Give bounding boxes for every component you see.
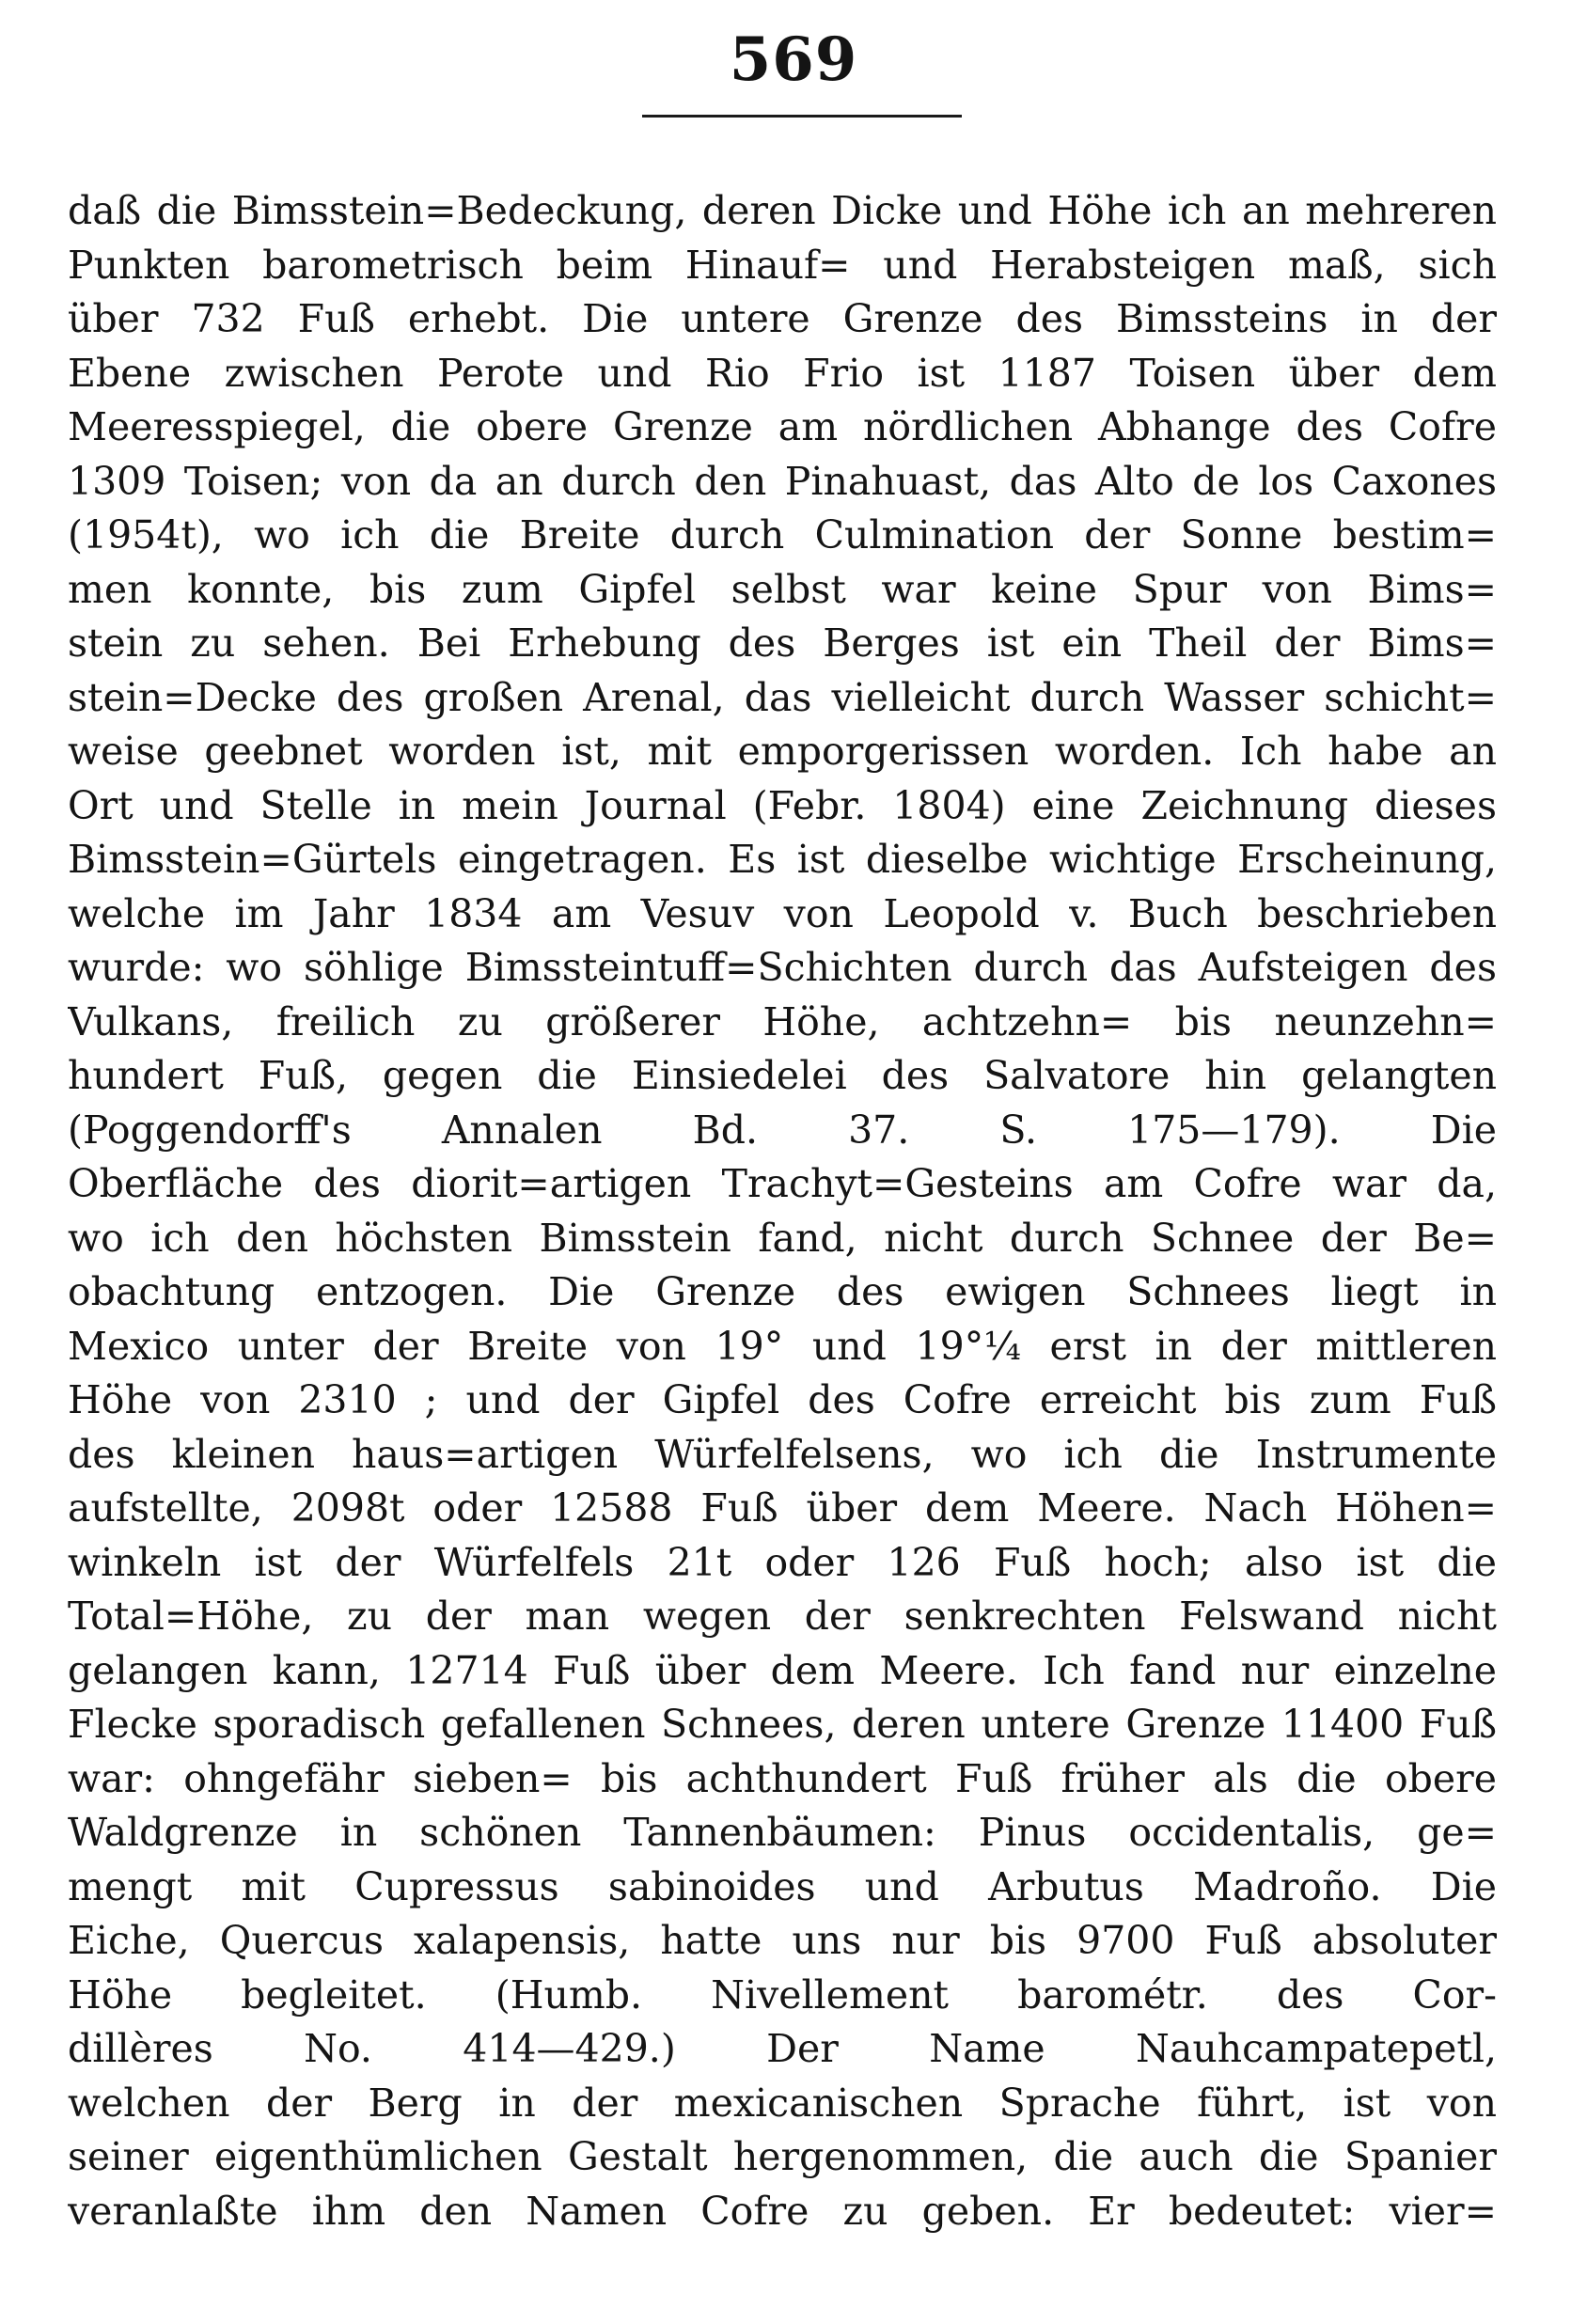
text-line: (1954t), wo ich die Breite durch Culmination der Sonne bestim= (68, 512, 1497, 557)
text-line: Waldgrenze in schönen Tannenbäumen: Pinus occidentalis, ge= (68, 1810, 1497, 1855)
text-line: Vulkans, freilich zu größerer Höhe, achtzehn= bis neunzehn= (68, 998, 1497, 1044)
text-line: hundert Fuß, gegen die Einsiedelei des Salvatore hin gelangten (68, 1053, 1497, 1098)
text-line: über 732 Fuß erhebt. Die untere Grenze des Bimssteins in der (68, 296, 1497, 341)
text-line: welche im Jahr 1834 am Vesuv von Leopold v. Buch beschrieben (68, 890, 1497, 936)
text-line: Ort und Stelle in mein Journal (Febr. 1804) eine Zeichnung dieses (68, 782, 1497, 828)
text-line: obachtung entzogen. Die Grenze des ewigen Schnees liegt in (68, 1269, 1497, 1314)
text-line: dillères No. 414—429.) Der Name Nauhcampatepetl, (68, 2026, 1497, 2071)
text-line: Eiche, Quercus xalapensis, hatte uns nur bis 9700 Fuß absoluter (68, 1918, 1497, 1963)
text-line: weise geebnet worden ist, mit emporgerissen worden. Ich habe an (68, 729, 1497, 774)
text-line: (Poggendorff's Annalen Bd. 37. S. 175—179). Die (68, 1107, 1497, 1153)
text-line: seiner eigenthümlichen Gestalt hergenommen, die auch die Spanier (68, 2134, 1497, 2179)
text-line: Bimsstein=Gürtels eingetragen. Es ist dieselbe wichtige Erscheinung, (68, 837, 1497, 882)
text-line: wurde: wo söhlige Bimssteintuff=Schichten durch das Aufsteigen des (68, 945, 1497, 990)
text-line: gelangen kann, 12714 Fuß über dem Meere. Ich fand nur einzelne (68, 1647, 1497, 1693)
text-line: stein=Decke des großen Arenal, das vielleicht durch Wasser schicht= (68, 674, 1497, 720)
text-line: mengt mit Cupressus sabinoides und Arbutus Madroño. Die (68, 1863, 1497, 1909)
text-line: men konnte, bis zum Gipfel selbst war keine Spur von Bims= (68, 566, 1497, 612)
body-text (68, 184, 1497, 2238)
text-line: Total=Höhe, zu der man wegen der senkrechten Felswand nicht (68, 1594, 1497, 1639)
text-line: veranlaßte ihm den Namen Cofre zu geben. Er bedeutet: vier= (68, 2188, 1497, 2234)
text-line: Flecke sporadisch gefallenen Schnees, deren untere Grenze 11400 Fuß (68, 1702, 1497, 1747)
text-line: winkeln ist der Würfelfels 21t oder 126 Fuß hoch; also ist die (68, 1539, 1497, 1585)
text-line: des kleinen haus=artigen Würfelfelsens, wo ich die Instrumente (68, 1431, 1497, 1477)
text-line: 1309 Toisen; von da an durch den Pinahuast, das Alto de los Caxones (68, 458, 1497, 504)
text-line: Ebene zwischen Perote und Rio Frio ist 1187 Toisen über dem (68, 350, 1497, 396)
text-line: stein zu sehen. Bei Erhebung des Berges ist ein Theil der Bims= (68, 620, 1497, 666)
text-line: aufstellte, 2098t oder 12588 Fuß über dem Meere. Nach Höhen= (68, 1485, 1497, 1531)
text-line: Oberfläche des diorit=artigen Trachyt=Gesteins am Cofre war da, (68, 1161, 1497, 1206)
text-line: Höhe begleitet. (Humb. Nivellement barométr. des Cor- (68, 1971, 1497, 2018)
header-rule (642, 115, 962, 118)
text-line: Punkten barometrisch beim Hinauf= und Herabsteigen maß, sich (68, 242, 1497, 288)
text-line: daß die Bimsstein=Bedeckung, deren Dicke und Höhe ich an mehreren (68, 188, 1497, 233)
text-line: wo ich den höchsten Bimsstein fand, nicht durch Schnee der Be= (68, 1215, 1497, 1261)
text-line: Höhe von 2310 ; und der Gipfel des Cofre erreicht bis zum Fuß (68, 1377, 1497, 1422)
text-line: Mexico unter der Breite von 19° und 19°¼ erst in der mittleren (68, 1323, 1497, 1369)
text-line: welchen der Berg in der mexicanischen Sprache führt, ist von (68, 2080, 1497, 2126)
text-line: Meeresspiegel, die obere Grenze am nördlichen Abhange des Cofre (68, 404, 1497, 449)
page-number: 569 (729, 24, 858, 95)
text-line: war: ohngefähr sieben= bis achthundert Fuß früher als die obere (68, 1755, 1497, 1801)
